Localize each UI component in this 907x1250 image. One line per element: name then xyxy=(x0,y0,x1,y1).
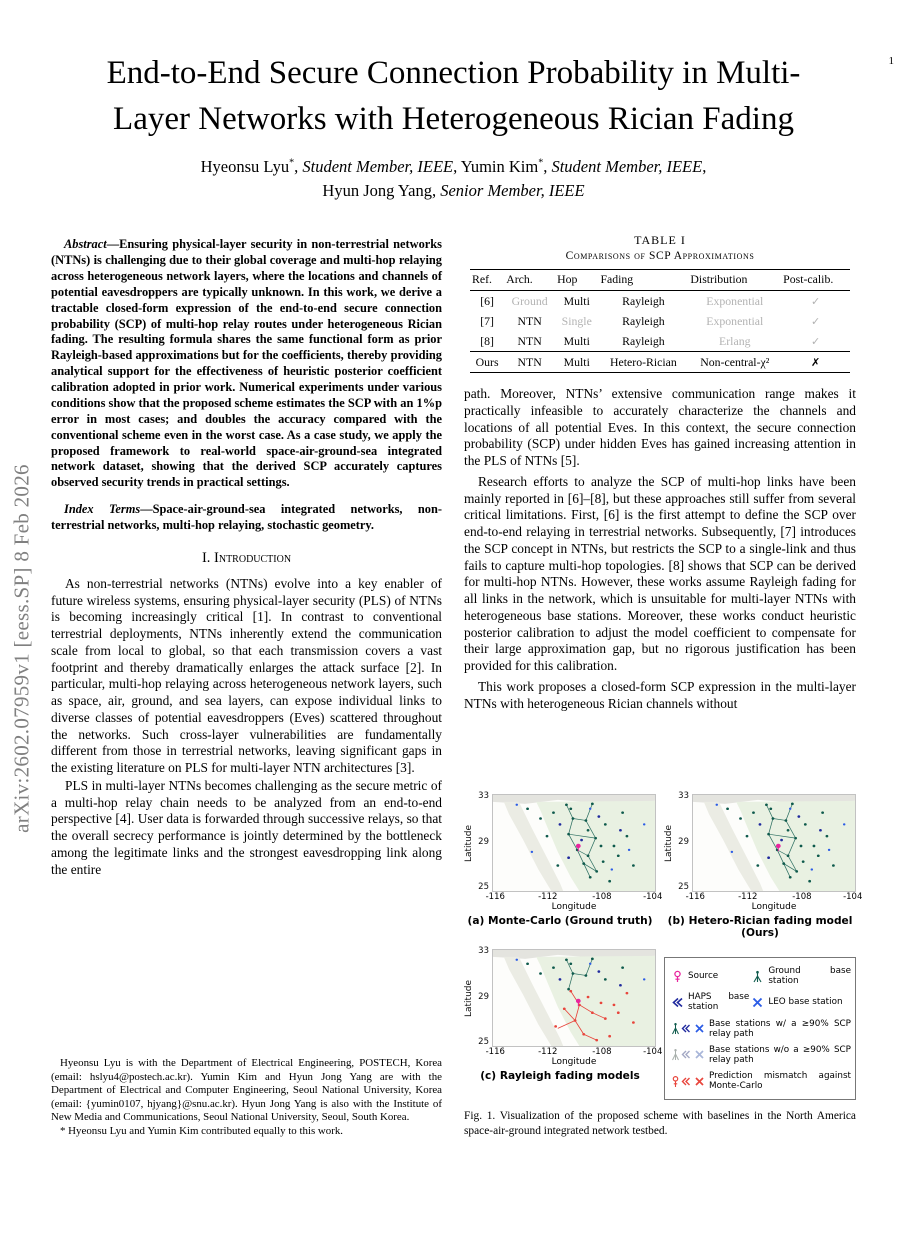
subcaption-b: (b) Hetero-Rician fading model (Ours) xyxy=(667,915,853,940)
legend-label: Source xyxy=(688,971,719,982)
map-a-svg xyxy=(493,795,655,891)
left-column xyxy=(51,233,442,1138)
index-terms-text: —Space-air-ground-sea integrated networks, non-terrestrial networks, multi-hop relaying, stochastic geometry. xyxy=(51,502,442,533)
ground-base-station-icon xyxy=(751,970,764,983)
col-fading: Fading xyxy=(598,270,688,291)
section-heading-introduction: I. Introduction xyxy=(201,549,292,566)
table-caption: Comparisons of SCP Approximations xyxy=(565,250,755,263)
footnote-equal-text: Hyeonsu Lyu and Yumin Kim contributed equally to this work. xyxy=(65,1124,344,1137)
abstract-text: Ensuring physical-layer security in non-terrestrial networks (NTNs) is challenging due to their global coverage and multi-hop relaying across heterogeneous network layers, where the locations and channels of potential eavesdroppers are typically unknown. In this work, we derive a tractable closed-form expression of the end-to-end secure connection probability (SCP) of multi-hop relay routes under heterogeneous Rician fading. The resulting formula shares the same functional form as prior Rayleigh-based approximations but for the coefficients, thereby providing analytical support for the effectiveness of heuristic posterior coefficient calibration adopted in prior work. Numerical experiments under various conditions show that the proposed scheme estimates the SCP with an 1%p error in most cases; and doubles the accuracy compared with the conventional scheme even in the worst case. As a case study, we apply the proposed framework to real-world space-air-ground-sea integrated network dataset, showing that the derived SCP accurately captures observed security trends in practical settings. xyxy=(51,237,442,490)
bs-without-path-icons xyxy=(671,1048,705,1061)
x-axis-label: Longitude xyxy=(551,1057,597,1068)
arxiv-watermark: arXiv:2602.07959v1 [eess.SP] 8 Feb 2026 xyxy=(9,464,34,833)
cell: [7] xyxy=(480,313,494,328)
equal-contrib-mark: * xyxy=(289,157,295,169)
legend-label: Ground base station xyxy=(768,966,851,987)
cell: [6] xyxy=(480,293,494,308)
x-axis-label: Longitude xyxy=(751,902,797,913)
cell: Ours xyxy=(470,352,504,373)
subcaption-c: (c) Rayleigh fading models xyxy=(480,1070,640,1083)
bs-with-path-icons xyxy=(671,1022,705,1035)
legend-haps-bs xyxy=(671,992,749,1012)
x-tick: -104 xyxy=(643,892,663,903)
separator: , xyxy=(294,157,303,177)
x-tick: -116 xyxy=(485,892,505,903)
cell: Rayleigh xyxy=(622,293,665,308)
figure-caption xyxy=(464,1109,856,1138)
paper-title xyxy=(60,50,847,142)
mismatch-icons xyxy=(671,1075,705,1088)
x-tick: -108 xyxy=(592,1047,612,1058)
x-tick: -116 xyxy=(685,892,705,903)
cell: Exponential xyxy=(706,313,764,328)
y-tick: 29 xyxy=(478,837,489,848)
y-axis-ticks xyxy=(675,791,692,893)
map-c-svg xyxy=(493,950,655,1046)
table-1-block xyxy=(470,233,850,373)
map-panel-a xyxy=(464,791,663,939)
map-hetero-rician xyxy=(692,794,856,892)
figure-caption-label: Fig. 1. xyxy=(464,1110,496,1123)
abstract-dash: — xyxy=(106,237,120,252)
table-row-ref6 xyxy=(470,291,850,312)
figure-caption-text: Visualization of the proposed scheme with baselines in the North America space-air-ground integrated network testbed. xyxy=(464,1110,856,1137)
y-axis-ticks xyxy=(475,791,492,893)
y-tick: 29 xyxy=(478,992,489,1003)
cell: Non-central-χ² xyxy=(688,352,781,373)
cell: [8] xyxy=(480,333,494,348)
cell: Hetero-Rician xyxy=(598,352,688,373)
subcaption-a: (a) Monte-Carlo (Ground truth) xyxy=(467,915,653,928)
page-number: 1 xyxy=(888,55,894,67)
intro-paragraph-2: PLS in multi-layer NTNs becomes challenging as the secure metric of a multi-hop relay chain needs to be analyzed from an end-to-end perspective [4]. User data is forwarded through successive relays, so that the overall secrecy performance is jointly determined by the bottleneck among the legitimate links and the strongest eavesdropping link along the entire xyxy=(51,777,442,877)
col-ref: Ref. xyxy=(470,270,504,291)
footnote-affiliation: Hyeonsu Lyu is with the Department of Electrical Engineering, POSTECH, Korea (email: hslyu4@postech.ac.kr). Yumin Kim and Hyun Jong Yang are with the Department of Electrical and Computer Engineering, Seoul National University, Korea (email: {yumin0107, hjyang}@snu.ac.kr). Hyun Jong Yang is also with the Institute of New Media and Communications, Seoul National University, Seoul, South Korea. xyxy=(51,1057,442,1124)
check-mark: ✓ xyxy=(810,294,821,308)
table-number: TABLE I xyxy=(634,233,686,248)
cell: Multi xyxy=(555,352,598,373)
legend-ground-bs xyxy=(751,966,851,986)
abstract-lead: Abstract xyxy=(64,237,107,252)
index-terms xyxy=(51,502,442,534)
author-name: Hyun Jong Yang xyxy=(322,181,432,201)
legend-mismatch xyxy=(671,1071,851,1091)
table-header-row xyxy=(470,270,850,291)
cell: Exponential xyxy=(706,293,764,308)
author-line xyxy=(0,155,907,203)
col-hop: Hop xyxy=(555,270,598,291)
x-axis-ticks xyxy=(485,1047,663,1058)
col-distribution: Distribution xyxy=(688,270,781,291)
y-tick: 33 xyxy=(678,791,689,802)
cell: Ground xyxy=(511,293,548,308)
comparison-table xyxy=(470,269,850,373)
cell: Rayleigh xyxy=(622,313,665,328)
x-axis-ticks xyxy=(485,892,663,903)
separator: , xyxy=(543,157,552,177)
x-axis-ticks xyxy=(685,892,863,903)
legend-leo-bs xyxy=(751,992,851,1012)
map-panel-b xyxy=(664,791,863,940)
x-tick: -104 xyxy=(843,892,863,903)
legend-source xyxy=(671,966,749,986)
cell: Rayleigh xyxy=(622,333,665,348)
equal-contrib-mark: * xyxy=(538,157,544,169)
y-tick: 25 xyxy=(678,882,689,893)
cell: Multi xyxy=(563,293,590,308)
map-panel-c xyxy=(464,946,663,1100)
index-terms-lead: Index Terms xyxy=(64,502,141,517)
cell: Multi xyxy=(563,333,590,348)
y-tick: 29 xyxy=(678,837,689,848)
abstract xyxy=(51,237,442,491)
footnote-asterisk: * xyxy=(60,1124,66,1137)
legend-label: Prediction mismatch against Monte-Carlo xyxy=(709,1071,851,1092)
y-axis-label: Latitude xyxy=(664,824,674,862)
cross-mark: ✗ xyxy=(781,352,850,373)
cell: Single xyxy=(561,313,592,328)
table-row-ref7 xyxy=(470,311,850,331)
author-name: Yumin Kim xyxy=(460,157,539,177)
cell: NTN xyxy=(517,333,542,348)
y-tick: 25 xyxy=(478,1037,489,1048)
legend-without-path xyxy=(671,1045,851,1065)
table-row-ours xyxy=(470,352,850,373)
map-b-svg xyxy=(693,795,855,891)
x-tick: -112 xyxy=(538,1047,558,1058)
cell: NTN xyxy=(504,352,555,373)
right-paragraph-1: path. Moreover, NTNs’ extensive communication range makes it practically infeasible to accurately characterize the channels and locations of all potential Eves. In this context, the secure connection probability (SCP) under hidden Eves has gained increasing attention in the PLS of NTNs [5]. xyxy=(464,386,856,469)
legend-label: Base stations w/o a ≥90% SCP relay path xyxy=(709,1044,851,1065)
check-mark: ✓ xyxy=(810,334,821,348)
author-role: Student Member, IEEE xyxy=(302,157,454,177)
y-axis-label: Latitude xyxy=(464,979,474,1017)
footnote-equal-contribution xyxy=(51,1125,442,1139)
title-line-2: Layer Networks with Heterogeneous Rician Fading xyxy=(113,101,794,138)
x-tick: -112 xyxy=(538,892,558,903)
x-axis-label: Longitude xyxy=(551,902,597,913)
x-tick: -112 xyxy=(738,892,758,903)
table-row-ref8 xyxy=(470,331,850,352)
map-rayleigh xyxy=(492,949,656,1047)
legend-label: HAPS base station xyxy=(688,992,750,1013)
legend-label: LEO base station xyxy=(768,997,843,1008)
y-tick: 25 xyxy=(478,882,489,893)
separator: , xyxy=(453,157,461,177)
figure-legend xyxy=(664,957,856,1100)
footnote-block xyxy=(51,1057,442,1138)
haps-base-station-icon xyxy=(671,996,684,1009)
separator: , xyxy=(431,181,441,201)
y-tick: 33 xyxy=(478,946,489,957)
x-tick: -116 xyxy=(485,1047,505,1058)
col-post-calib: Post-calib. xyxy=(781,270,850,291)
cell: NTN xyxy=(517,313,542,328)
author-name: Hyeonsu Lyu xyxy=(200,157,290,177)
intro-paragraph-1: As non-terrestrial networks (NTNs) evolve into a key enabler of future wireless systems, ensuring physical-layer security (PLS) of NTNs is becoming increasingly critical [1]. In contrast to conventional terrestrial deployments, NTNs inherently extend the communication scale from local to global, so that each transmission covers a vast footprint and thereby dramatically enlarges the attack surface [2]. In particular, multi-hop relaying across heterogeneous network layers, such as space, air, ground, and sea layers, can expose individual links to diverse classes of potential eavesdroppers (Eves) scattered throughout the networks. Such cross-layer vulnerabilities are fundamentally different from those in terrestrial networks, leaving significant gaps in the existing literature on PLS for multi-layer NTN architectures [3]. xyxy=(51,575,442,776)
legend-with-path xyxy=(671,1019,851,1039)
x-tick: -108 xyxy=(592,892,612,903)
y-axis-label: Latitude xyxy=(464,824,474,862)
title-line-1: End-to-End Secure Connection Probability in Multi- xyxy=(106,55,801,91)
figure-1 xyxy=(464,791,863,1138)
cell: Erlang xyxy=(719,333,751,348)
check-mark: ✓ xyxy=(810,314,821,328)
legend-label: Base stations w/ a ≥90% SCP relay path xyxy=(709,1018,851,1039)
two-column-body xyxy=(51,233,863,1138)
x-tick: -104 xyxy=(643,1047,663,1058)
author-role: Senior Member, IEEE xyxy=(440,181,585,201)
author-role: Student Member, IEEE xyxy=(551,157,703,177)
y-axis-ticks xyxy=(475,946,492,1048)
map-monte-carlo xyxy=(492,794,656,892)
x-tick: -108 xyxy=(792,892,812,903)
separator: , xyxy=(702,157,707,177)
right-paragraph-2: Research efforts to analyze the SCP of multi-hop links have been mainly reported in [6]–[8], but these approaches still suffer from several critical limitations. First, [6] is the first attempt to define the SCP over end-to-end relaying in terrestrial networks. Subsequently, [7] introduces the SCP concept in NTNs, but restricts the SCP to a single-link and thus fails to capture multi-hop topologies. [8] shows that SCP can be derived for multi-hop NTNs. However, these works assume Rayleigh fading for all links in the network, which is unsuitable for multi-layer NTNs with heterogeneous base stations. Moreover, these works conduct heuristic posterior calibration to adjust the model coefficient to compensate for their large approximation gap, but no rigorous justification has been provided for this calibration. xyxy=(464,473,856,674)
col-arch: Arch. xyxy=(504,270,555,291)
leo-base-station-icon xyxy=(751,996,764,1009)
y-tick: 33 xyxy=(478,791,489,802)
right-column xyxy=(464,233,863,1138)
right-paragraph-3: This work proposes a closed-form SCP expression in the multi-layer NTNs with heterogeneous Rician channels without xyxy=(464,678,856,711)
source-icon xyxy=(671,970,684,983)
